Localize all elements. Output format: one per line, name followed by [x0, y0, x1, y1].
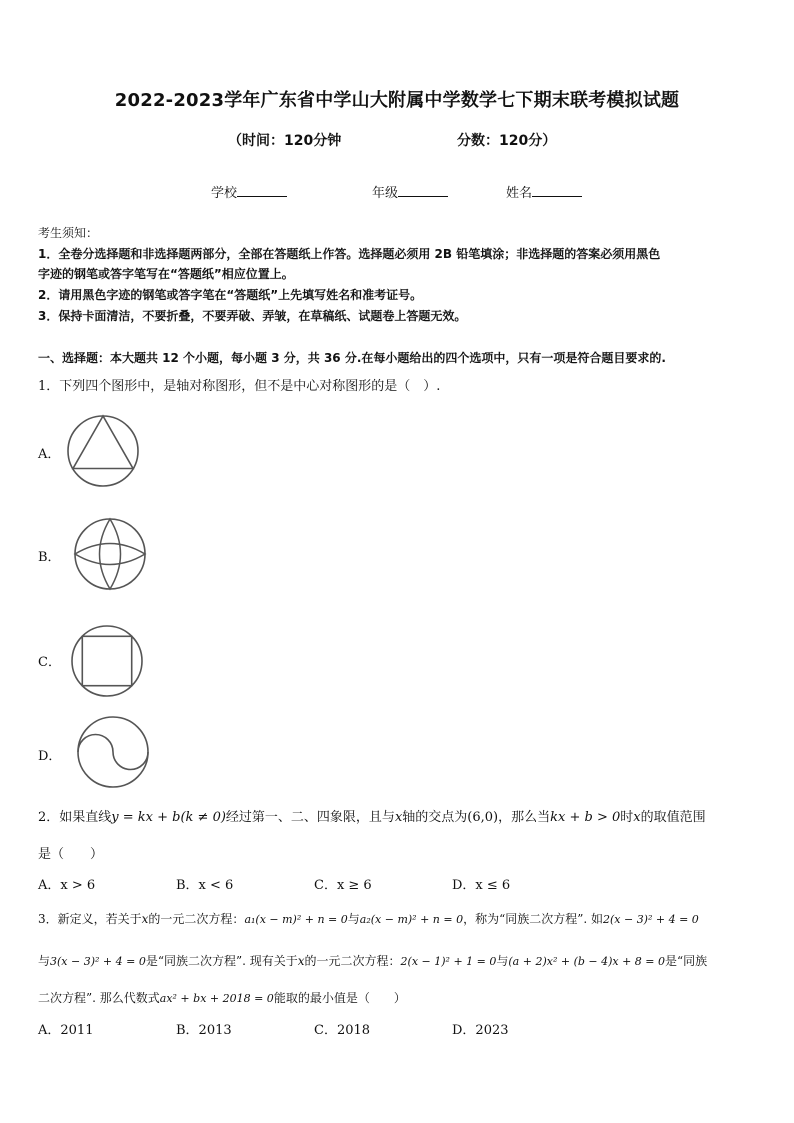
- q2-inequality: kx + b > 0: [550, 810, 621, 825]
- grade-label: 年级: [372, 186, 399, 201]
- q1-option-c-label: C．: [38, 655, 61, 670]
- q2-stem: [38, 806, 706, 825]
- q3-choice-c: C．2018: [314, 1023, 371, 1038]
- notice-line-1: 1．全卷分选择题和非选择题两部分，全部在答题纸上作答。选择题必须用 2B 铅笔填涂；非选择题的答案必须用黑色: [38, 247, 661, 261]
- q3-line-3: [38, 989, 406, 1006]
- q2-stem-b: 经过第一、二、四象限，且与: [225, 810, 395, 825]
- notice-line-1b: 字迹的钢笔或答字笔写在“答题纸”相应位置上。: [38, 267, 294, 281]
- q1-stem: 1．下列四个图形中，是轴对称图形，但不是中心对称图形的是（ ）.: [38, 379, 441, 394]
- q3-line-2: [38, 952, 707, 969]
- q3-eq-1: a₁(x − m)² + n = 0: [244, 913, 348, 926]
- q2-stem-f: 的取值范围: [640, 810, 706, 825]
- school-blank: [237, 184, 287, 197]
- q2-line-equation: y = kx + b(k ≠ 0): [111, 810, 226, 825]
- q3-l1d: ，称为“同族二次方程”. 如: [463, 912, 603, 926]
- q2-stem-e: 时: [620, 810, 634, 825]
- q2-stem-a: 2．如果直线: [38, 810, 112, 825]
- q3-line-1: [38, 910, 699, 927]
- q3-eq-6: (a + 2)x² + (b − 4)x + 8 = 0: [508, 955, 666, 968]
- q2-intercept-point: (6,0): [467, 810, 499, 825]
- school-label: 学校: [211, 186, 238, 201]
- q1-option-c-figure: [70, 624, 144, 698]
- q2-stem-line-2: 是（ ）: [38, 847, 104, 862]
- school-field: [211, 182, 287, 201]
- q3-l3b: 能取的最小值是（ ）: [273, 991, 406, 1005]
- grade-blank: [398, 184, 448, 197]
- q3-l2d: 与: [496, 954, 509, 968]
- q3-l1x: x: [141, 912, 149, 926]
- name-field: [506, 182, 582, 201]
- q3-l2a: 与: [38, 954, 51, 968]
- exam-time: （时间：120分钟: [228, 133, 342, 149]
- q3-eq-4: 3(x − 3)² + 4 = 0: [50, 955, 146, 968]
- q3-l1c: 与: [347, 912, 360, 926]
- q3-eq-2: a₂(x − m)² + n = 0: [359, 913, 464, 926]
- exam-score: 分数：120分）: [457, 133, 557, 149]
- q2-choice-a: A．x > 6: [38, 878, 96, 893]
- q3-l2e: 是“同族: [665, 954, 708, 968]
- q1-option-b-label: B．: [38, 550, 61, 565]
- notice-line-3: 3．保持卡面清洁，不要折叠，不要弄破、弄皱，在草稿纸、试题卷上答题无效。: [38, 309, 467, 323]
- q2-choice-d: D．x ≤ 6: [452, 878, 511, 893]
- q3-eq-7: ax² + bx + 2018 = 0: [159, 992, 274, 1005]
- q2-choice-c: C．x ≥ 6: [314, 878, 372, 893]
- q2-choice-b: B．x < 6: [176, 878, 234, 893]
- q3-l1a: 3．新定义，若关于: [38, 912, 142, 926]
- q1-option-d-label: D．: [38, 749, 62, 764]
- q1-option-b-figure: [73, 517, 147, 591]
- q1-option-a-figure: [66, 414, 140, 488]
- grade-field: [372, 182, 448, 201]
- q3-l1b: 的一元二次方程：: [148, 912, 245, 926]
- q3-l2b: 是“同族二次方程”. 现有关于: [145, 954, 298, 968]
- q3-l2c: 的一元二次方程：: [304, 954, 401, 968]
- q3-l3a: 二次方程”. 那么代数式: [38, 991, 160, 1005]
- exam-title: 2022-2023学年广东省中学山大附属中学数学七下期末联考模拟试题: [114, 90, 680, 111]
- notice-heading: 考生须知：: [38, 226, 99, 240]
- name-label: 姓名: [506, 186, 533, 201]
- q2-stem-d: ，那么当: [498, 810, 551, 825]
- q3-l2x: x: [297, 954, 305, 968]
- q3-choice-a: A．2011: [38, 1023, 94, 1038]
- q3-eq-5: 2(x − 1)² + 1 = 0: [400, 955, 497, 968]
- name-blank: [532, 184, 582, 197]
- q2-x-var: x: [394, 810, 403, 825]
- q2-stem-c: 轴的交点为: [402, 810, 468, 825]
- q3-eq-3: 2(x − 3)² + 4 = 0: [602, 913, 699, 926]
- q1-option-a-label: A．: [38, 447, 61, 462]
- q3-choice-d: D．2023: [452, 1023, 509, 1038]
- q3-choice-b: B．2013: [176, 1023, 232, 1038]
- section-heading: 一、选择题：本大题共 12 个小题，每小题 3 分，共 36 分.在每小题给出的四个选项中，只有一项是符合题目要求的.: [38, 351, 666, 365]
- notice-line-2: 2．请用黑色字迹的钢笔或答字笔在“答题纸”上先填写姓名和准考证号。: [38, 288, 423, 302]
- q2-x-var-2: x: [633, 810, 641, 825]
- q1-option-d-figure: [76, 715, 150, 789]
